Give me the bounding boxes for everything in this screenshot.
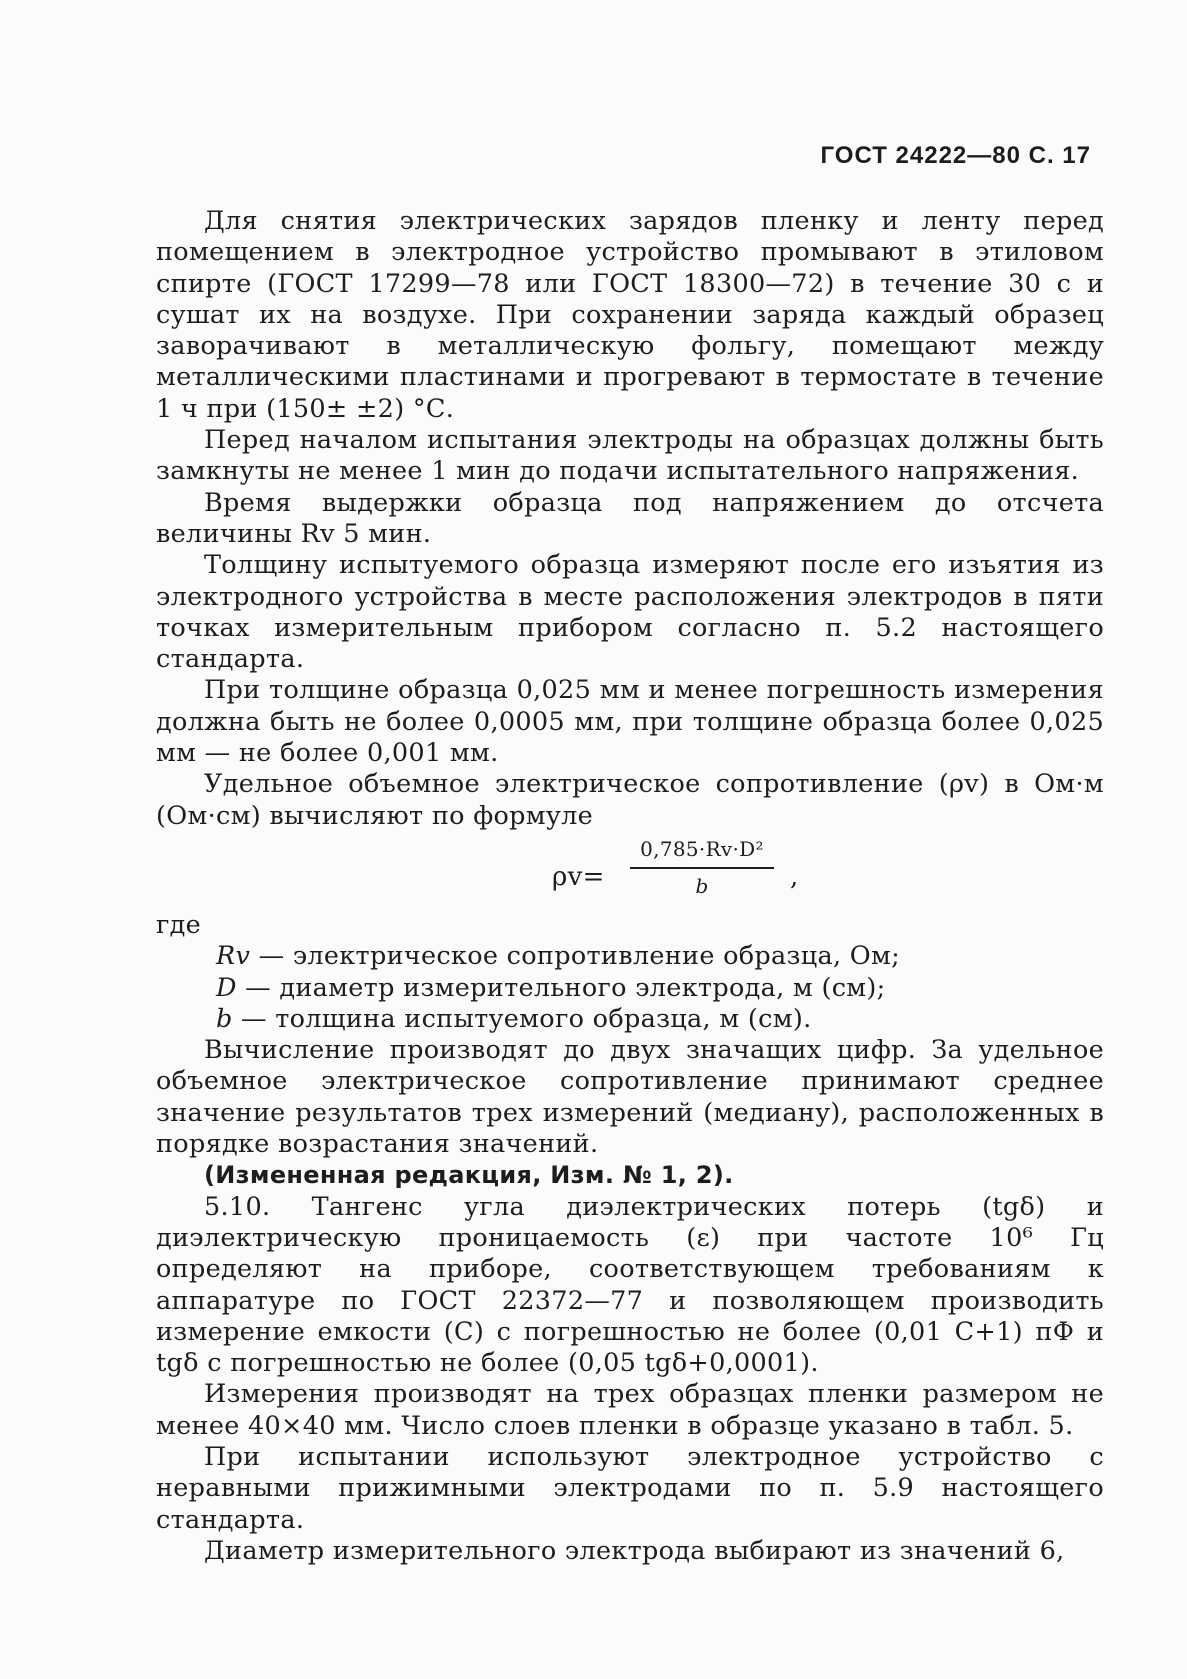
- paragraph-5-10: 5.10. Тангенс угла диэлектрических потерь (tgδ) и диэлектрическую проницаемость (ε) при частоте 10⁶ Гц определяют на приборе, соответствующем требованиям к аппаратуре по ГОСТ 22372—77 и позволяющем производить измерение емкости (С) с погрешностью не более (0,01 С+1) пФ и tgδ с погрешностью не более (0,05 tgδ+0,0001).: [156, 1191, 1104, 1379]
- formula-numerator: 0,785·Rv·D²: [640, 836, 764, 861]
- where-label: где: [156, 909, 202, 940]
- where-item: [156, 941, 1104, 972]
- where-symbol: b: [216, 1003, 233, 1034]
- where-item: [156, 973, 1104, 1004]
- page-header: ГОСТ 24222—80 С. 17: [820, 142, 1091, 169]
- amendment-note: (Измененная редакция, Изм. № 1, 2).: [204, 1161, 734, 1190]
- resistivity-formula: [156, 832, 1104, 910]
- body-text: [156, 206, 1104, 1567]
- formula-lhs: ρv=: [552, 861, 605, 892]
- paragraph-charge-removal: Для снятия электрических зарядов пленку и ленту перед помещением в электродное устройство промывают в этиловом спирте (ГОСТ 17299—78 или ГОСТ 18300—72) в течение 30 с и сушат их на воздухе. При сохранении заряда каждый образец заворачивают в металлическую фольгу, помещают между металлическими пластинами и прогревают в термостате в течение 1 ч при (150± ±2) °С.: [156, 206, 1104, 424]
- where-symbol: D: [216, 972, 237, 1003]
- formula-comma: ,: [790, 861, 799, 892]
- paragraph-thickness: Толщину испытуемого образца измеряют после его изъятия из электродного устройства в месте расположения электродов в пяти точках измерительным прибором согласно п. 5.2 настоящего стандарта.: [156, 550, 1104, 675]
- where-text: — диаметр измерительного электрода, м (см);: [236, 972, 886, 1003]
- where-item: [156, 1004, 1104, 1035]
- paragraph-samples: Измерения производят на трех образцах пленки размером не менее 40×40 мм. Число слоев пленки в образце указано в табл. 5.: [156, 1379, 1104, 1441]
- formula-denominator: b: [695, 873, 709, 898]
- where-list: [156, 941, 1104, 1035]
- where-text: — электрическое сопротивление образца, Ом;: [250, 941, 901, 972]
- paragraph-hold-time: Время выдержки образца под напряжением до отсчета величины Rv 5 мин.: [156, 487, 1104, 549]
- paragraph-electrode-device: При испытании используют электродное устройство с неравными прижимными электродами по п. 5.9 настоящего стандарта.: [156, 1441, 1104, 1535]
- paragraph-calculation: Вычисление производят до двух значащих цифр. За удельное объемное электрическое сопротивление принимают среднее значение результатов трех измерений (медиану), расположенных в порядке возрастания значений.: [156, 1035, 1104, 1160]
- paragraph-electrodes-closed: Перед началом испытания электроды на образцах должны быть замкнуты не менее 1 мин до подачи испытательного напряжения.: [156, 425, 1104, 487]
- paragraph-electrode-diameter: Диаметр измерительного электрода выбирают из значений 6,: [204, 1535, 1065, 1566]
- paragraph-thickness-error: При толщине образца 0,025 мм и менее погрешность измерения должна быть не более 0,0005 мм, при толщине образца более 0,025 мм — не более 0,001 мм.: [156, 675, 1104, 769]
- where-text: — толщина испытуемого образца, м (см).: [232, 1003, 812, 1034]
- where-symbol: Rv: [216, 941, 251, 972]
- paragraph-resistivity: Удельное объемное электрическое сопротивление (ρv) в Ом·м (Ом·см) вычисляют по формуле: [156, 769, 1104, 831]
- formula-fraction: [622, 834, 782, 902]
